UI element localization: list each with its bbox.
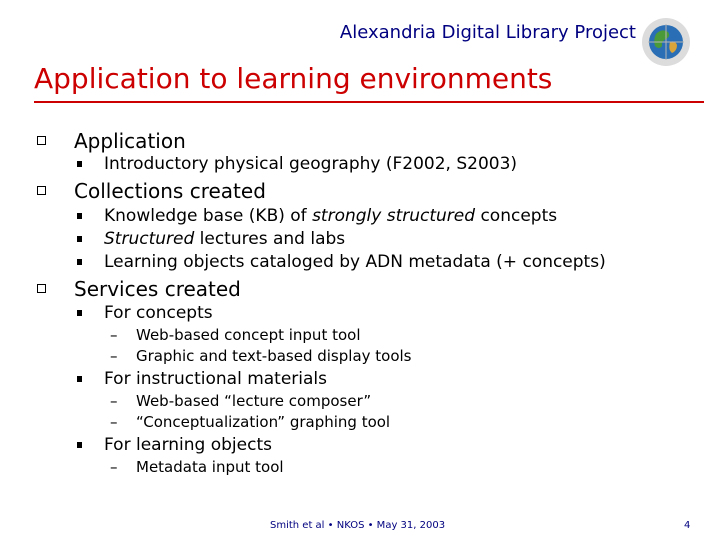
globe-icon — [640, 16, 692, 68]
small-square-bullet-icon — [77, 259, 82, 265]
bullet-text: Application — [74, 129, 186, 153]
sub-bullet-text: For concepts — [104, 303, 213, 323]
page-number: 4 — [684, 520, 691, 531]
small-square-bullet-icon — [77, 310, 82, 316]
sub-bullet-text: Knowledge base (KB) of strongly structured concepts — [104, 206, 558, 226]
bullet-text: Collections created — [74, 179, 266, 203]
sub-bullet-text: For instructional materials — [104, 369, 328, 389]
sub-sub-bullet-text: Graphic and text-based display tools — [136, 347, 412, 365]
square-bullet-icon — [37, 284, 46, 293]
square-bullet-icon — [37, 186, 46, 195]
small-square-bullet-icon — [77, 213, 82, 219]
small-square-bullet-icon — [77, 376, 82, 382]
dash-bullet-icon: – — [110, 392, 118, 410]
footer-credit: Smith et al • NKOS • May 31, 2003 — [270, 520, 446, 531]
title-rule — [34, 101, 704, 103]
small-square-bullet-icon — [77, 236, 82, 242]
sub-bullet-text: Introductory physical geography (F2002, S2003) — [104, 154, 518, 174]
dash-bullet-icon: – — [110, 458, 118, 476]
dash-bullet-icon: – — [110, 326, 118, 344]
square-bullet-icon — [37, 136, 46, 145]
sub-sub-bullet-text: “Conceptualization” graphing tool — [136, 413, 391, 431]
sub-sub-bullet-text: Metadata input tool — [136, 458, 284, 476]
sub-bullet-text: For learning objects — [104, 435, 272, 455]
sub-bullet-text: Learning objects cataloged by ADN metadata (+ concepts) — [104, 252, 606, 272]
header-project-name: Alexandria Digital Library Project — [339, 22, 636, 43]
dash-bullet-icon: – — [110, 413, 118, 431]
sub-bullet-text: Structured lectures and labs — [104, 229, 346, 249]
small-square-bullet-icon — [77, 161, 82, 167]
sub-sub-bullet-text: Web-based “lecture composer” — [136, 392, 372, 410]
dash-bullet-icon: – — [110, 347, 118, 365]
slide-title: Application to learning environments — [34, 62, 553, 95]
small-square-bullet-icon — [77, 442, 82, 448]
sub-sub-bullet-text: Web-based concept input tool — [136, 326, 361, 344]
bullet-text: Services created — [74, 277, 241, 301]
